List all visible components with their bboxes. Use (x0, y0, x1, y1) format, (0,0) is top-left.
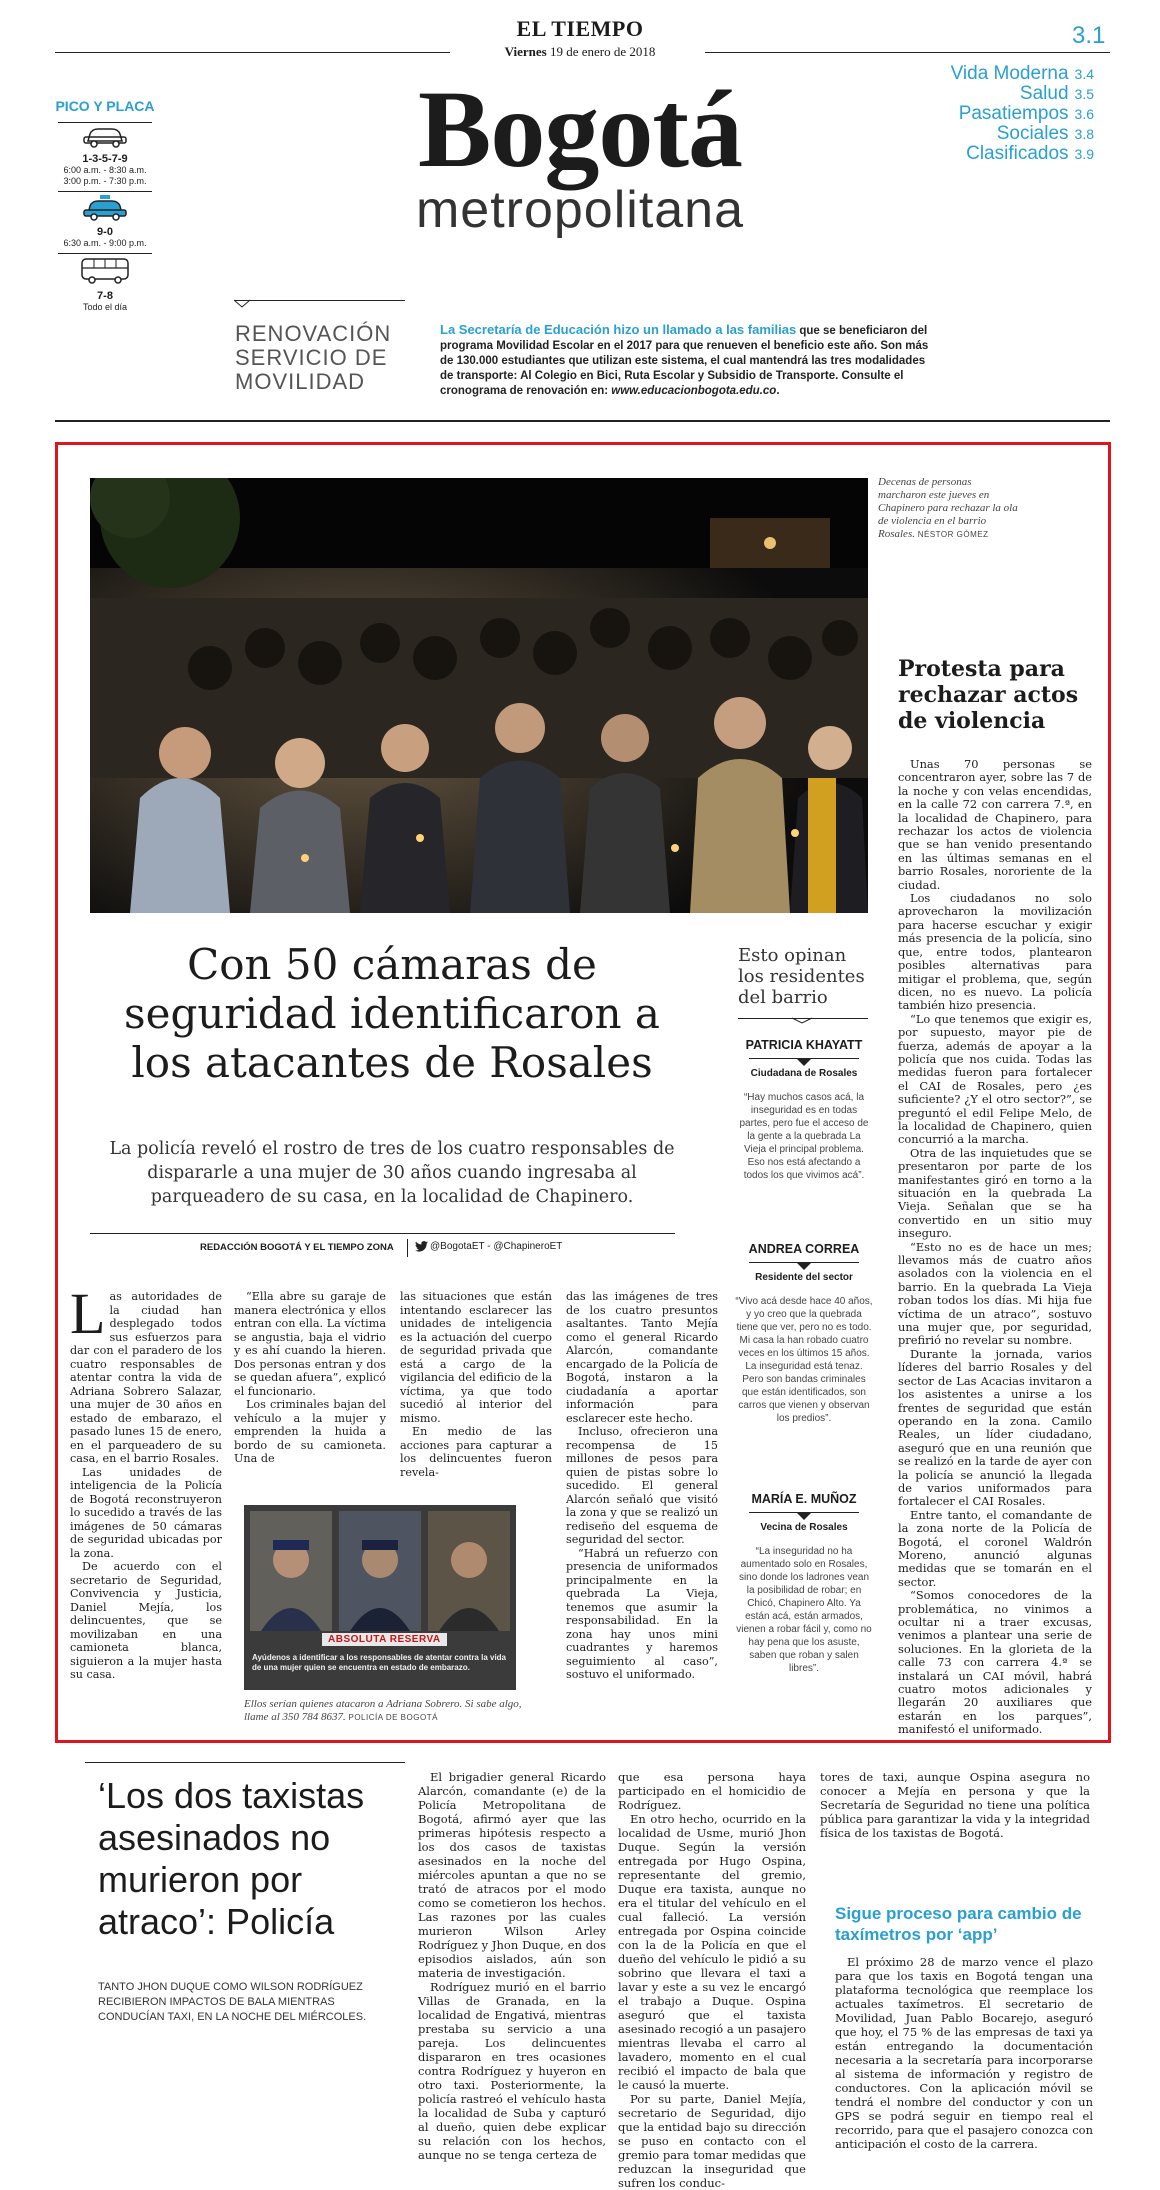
newspaper-brand: EL TIEMPO (516, 16, 644, 41)
lower-body-col-2: que esa persona haya participado en el homicidio de Rodríguez. En otro hecho, ocurrido en la localidad de Usme, murió Jhon Duque. Según la versión entregada por Hugo Ospina, representante del gremio, Duque era taxista, aunque no era el titular del vehículo en el cual falleció. La versión entregada por Ospina coincide con la de la Policía en que el dueño del vehículo le pidió a su sobrino que llevara el taxi a lavar y este a su vez le encargó el trabajo a Duque. Ospina aseguró que el taxista asesinado recogió a un pasajero mientras llevaba el carro al lavadero, momento en el cual recibió el impacto de bala que le causó la muerte. Por su parte, Daniel Mejía, secretario de Seguridad, dijo que la entidad bajo su dirección se puso en contacto con el gremio para tomar medidas que reduzcan la inseguridad que sufren los conduc- (618, 1770, 806, 2190)
photo-credit: NÉSTOR GÓMEZ (917, 530, 989, 539)
stamp-label: ABSOLUTA RESERVA (322, 1633, 447, 1646)
masthead-rule-right (705, 52, 1110, 53)
promo-title: RENOVACIÓN SERVICIO DE MOVILIDAD (235, 321, 392, 394)
promo-highlight: La Secretaría de Educación hizo un llamado a las familias (440, 322, 797, 337)
twitter-icon (415, 1241, 428, 1252)
section-title: Bogotá (418, 68, 742, 190)
opinion-card (735, 1038, 873, 1182)
main-headline: Con 50 cámaras de seguridad identificaron a los atacantes de Rosales (124, 940, 660, 1087)
lower-body-col-1: El brigadier general Ricardo Alarcón, comandante (e) de la Policía Metropolitana de Bogotá, afirmó ayer que las primeras hipótesis respecto a los dos casos de taxistas asesinados en la noche del miércoles apuntan a que no se trató de atracos por el modo como se cometieron los hechos. Las razones por las cuales murieron Wilson Arley Rodríguez y Jhon Duque, en dos episodios aislados, aún son materia de investigación. Rodríguez murió en el barrio Villas de Granada, en la localidad de Engativá, mientras prestaba su servicio a una pareja. Los delincuentes dispararon en tres ocasiones contra Rodríguez y huyeron en otro taxi. Posteriormente, la policía rastreó el vehículo hasta la localidad de Suba y capturó al dueño, quien debe explicar su relación con los hechos, aunque no se tenga certeza de (418, 1770, 606, 2162)
opinion-card (735, 1242, 873, 1425)
inset-notice: Ayúdenos a identificar a los responsables de atentar contra la vida de una mujer quien se encuentra en estado de embarazo. (252, 1653, 507, 1672)
header-bottom-rule (55, 420, 1110, 422)
index-item[interactable]: Pasatiempos 3.6 (958, 103, 1094, 124)
byline-author: REDACCIÓN BOGOTÁ Y EL TIEMPO ZONA (200, 1242, 394, 1253)
opinion-name: PATRICIA KHAYATT (745, 1038, 863, 1052)
opinion-name: MARÍA E. MUÑOZ (751, 1492, 857, 1506)
inset-credit: POLICÍA DE BOGOTÁ (348, 1713, 438, 1722)
taximeter-body: El próximo 28 de marzo vence el plazo para que los taxis en Bogotá tengan una plataforma tecnológica que reemplace los actuales taxímetros. El secretario de Movilidad, Juan Pablo Bocarejo, aseguró que hoy, el 75 % de las empresas de taxi ya están entregando la documentación necesaria a la secretaría para incorporarse al sistema de información y registro de conductores. Con la aplicación móvil se tendrá el nombre del conductor y con un GPS se podrá seguir en tiempo real el recorrido, para que el pasajero conozca con anticipación el costo de la carrera. (835, 1955, 1093, 2151)
bus-icon (50, 254, 160, 286)
date-rest: 19 de enero de 2018 (549, 44, 656, 59)
promo-link[interactable]: www.educacionbogota.edu.co (611, 385, 777, 397)
car-icon (50, 123, 160, 149)
pyp-plates: 9-0 (97, 226, 113, 238)
pico-y-placa-title: PICO Y PLACA (55, 98, 155, 114)
masthead-rule-left (55, 52, 450, 53)
promo-text: La Secretaría de Educación hizo un llamado a las familias que se beneficiaron del programa Movilidad Escolar en el 2017 para que renueven el beneficio este año. Son más de 130.000 estudiantes que utilizan este sistema, el cual mantendrá las tres modalidades de transporte: Al Colegio en Bici, Ruta Escolar y Subsidio de Transporte. Consulte el cronograma de renovación en: www.educacionbogota.edu.co. (440, 322, 929, 397)
opinion-role: Ciudadana de Rosales (750, 1068, 858, 1079)
main-body-col-2: “Ella abre su garaje de manera electrónica y ellos entran con ella. La víctima se angustia, baja el vidrio y es ahí cuando la hieren. Dos personas entran y dos se quedan afuera”, explicó el funcionario. Los criminales bajan del vehículo a la mujer y emprenden la huida a bordo de su camioneta. Una de (234, 1290, 386, 1465)
pyp-hours: Todo el día (82, 302, 128, 312)
suspects-inset (244, 1505, 516, 1690)
promo-chevron (232, 299, 262, 309)
main-body-col-1: Las autoridades de la ciudad han desplegado todos sus esfuerzos para dar con el paradero de los cuatro responsables de atentar contra la vida de Adriana Sobrero Salazar, una mujer de 30 años en estado de embarazo, el pasado lunes 15 de enero, en el parqueadero de su casa, en el barrio Rosales. Las unidades de inteligencia de la Policía de Bogotá reconstruyeron lo sucedido a través de las imágenes de 50 cámaras de seguridad ubicadas por la zona. De acuerdo con el secretario de Seguridad, Convivencia y Justicia, Daniel Mejía, los delincuentes, que se movilizaban en una camioneta blanca, siguieron a la mujer hasta su casa. (70, 1281, 222, 1681)
index-item[interactable]: Clasificados 3.9 (966, 143, 1094, 164)
pyp-hours: 6:30 a.m. - 9:00 p.m. (63, 238, 147, 248)
protest-title: Protesta para rechazar actos de violencia (898, 656, 1079, 734)
opinion-quote: “Hay muchos casos acá, la inseguridad es en todas partes, pero fue el acceso de la gente a la quebrada La Vieja el principal problema. Eso nos está afectando a todos los que vivimos acá”. (739, 1092, 869, 1181)
section-subtitle: metropolitana (415, 181, 745, 239)
taximeter-title: Sigue proceso para cambio de taxímetros por ‘app’ (835, 1904, 1082, 1944)
opinion-role: Vecina de Rosales (760, 1522, 848, 1533)
opinion-role: Residente del sector (755, 1272, 853, 1283)
index-item[interactable]: Sociales 3.8 (996, 123, 1094, 144)
opinion-name: ANDREA CORREA (748, 1242, 860, 1256)
taxi-icon (50, 192, 160, 222)
pico-y-placa-box (50, 98, 160, 313)
byline-social[interactable]: @BogotaET - @ChapineroET (430, 1241, 563, 1252)
opinion-quote: “Vivo acá desde hace 40 años, y yo creo que la quebrada tiene que ver, pero no es todo. Mi casa la han robado cuatro veces en los últimos 15 años. La inseguridad está tenaz. Pero son bandas criminales que están identificados, son carros que vienen y observan los predios”. (735, 1296, 873, 1424)
protest-body: Unas 70 personas se concentraron ayer, sobre las 7 de la noche y con velas encendidas, en la calle 72 con carrera 7.ª, en la localidad de Chapinero, para rechazar los actos de violencia que se han venido presentando en las últimas semanas en el barrio Rosales, nororiente de la ciudad. Los ciudadanos no solo aprovecharon la movilización para hacerse escuchar y exigir más presencia de la policía, sino que, entre todos, plantearon posibles alternativas para mitigar el problema, que, según dicen, no es nuevo. La policía también hizo presencia. “Lo que tenemos que exigir es, por supuesto, mayor pie de fuerza, además de apoyar a la policía que nos cuida. Todas las medidas fueron para fortalecer el CAI de Rosales, pero ¿es suficiente? ¿Y el otro sector?”, se preguntó el edil Felipe Melo, de la localidad de Chapinero, quien concurrió a la marcha. Otra de las inquietudes que se presentaron por parte de los manifestantes giró en torno a la situación en la quebrada La Vieja. Señalan que se ha convertido en un sitio muy inseguro. “Esto no es de hace un mes; llevamos más de cuatro años asolados con la violencia en el barrio. En la quebrada La Vieja roban todos los días. Mi hija fue víctima de un atraco”, sostuvo una mujer que, por seguridad, prefirió no revelar su nombre. Durante la jornada, varios líderes del barrio Rosales y del sector de Las Acacias invitaron a los asistentes a unirse a los frentes de seguridad que están operando en la zona. Camilo Reales, un líder ciudadano, aseguró que en una reunión que se realizó en la tarde de ayer con la policía se anunció la llegada de varios uniformados para fortalecer el CAI Rosales. Entre tanto, el comandante de la zona norte de la Policía de Bogotá, el coronel Waldrón Moreno, anunció algunas medidas que se tomarán en el sector. “Somos conocedores de la problemática, no vinimos a ocultar ni a traer excusas, venimos a plantear una serie de soluciones. En la glorieta de la calle 73 con carrera 4.ª se instalará un CAI móvil, habrá cuatro motos adicionales y llegarán 20 auxiliares que estarán en los parques”, manifestó el uniformado. (898, 757, 1092, 1737)
index-item[interactable]: Vida Moderna 3.4 (950, 63, 1094, 84)
main-body-col-3: las situaciones que están intentando esclarecer las unidades de inteligencia es la actuación del cuerpo de seguridad privada que está a cargo de la vigilancia del edificio de la víctima, ya que todo sucedió al interior del mismo. En medio de las acciones para capturar a los delincuentes fueron revela- (400, 1290, 552, 1479)
main-deck: La policía reveló el rostro de tres de los cuatro responsables de dispararle a una mujer de 30 años cuando ingresaba al parqueadero de su casa, en la localidad de Chapinero. (109, 1139, 675, 1207)
lower-body-col-3: tores de taxi, aunque Ospina asegura no conocer a Mejía en persona y que la Secretaría de Seguridad no tiene una política pública para garantizar la vida y la integridad física de los taxistas de Bogotá. (820, 1770, 1090, 1840)
pyp-hours: 3:00 p.m. - 7:30 p.m. (63, 176, 147, 186)
photo-caption: Decenas de personas marcharon este jueves en Chapinero para rechazar la ola de violencia en el barrio Rosales. NÉSTOR GÓMEZ (878, 476, 1018, 540)
byline-rule (90, 1233, 675, 1234)
pyp-plates: 1-3-5-7-9 (82, 153, 128, 165)
lower-deck: TANTO JHON DUQUE COMO WILSON RODRÍGUEZ RECIBIERON IMPACTOS DE BALA MIENTRAS CONDUCÍAN TAXI, EN LA NOCHE DEL MIÉRCOLES. (98, 1981, 367, 2023)
inset-caption: Ellos serían quienes atacaron a Adriana Sobrero. Si sabe algo, llame al 350 784 8637. POLICÍA DE BOGOTÁ (244, 1698, 522, 1723)
section-index (880, 64, 1094, 164)
opinions-chevron (790, 1017, 814, 1025)
dateline (455, 44, 705, 60)
pyp-plates: 7-8 (97, 290, 113, 302)
dropcap: L (70, 1281, 106, 1346)
lower-rule (85, 1762, 405, 1763)
opinions-title: Esto opinan los residentes del barrio (738, 945, 865, 1008)
opinion-card (735, 1492, 873, 1675)
index-item[interactable]: Salud 3.5 (1019, 83, 1094, 104)
main-body-col-4: das las imágenes de tres de los cuatro presuntos asaltantes. Tanto Mejía como el general Ricardo Alarcón, comandante encargado de la Policía de Bogotá, instaron a la ciudadanía a aportar información para esclarecer este hecho. Incluso, ofrecieron una recompensa de 15 millones de pesos para quien de pistas sobre lo sucedido. El general Alarcón señaló que visitó la zona y que se realizó un rediseño del esquema de seguridad del sector. “Habrá un refuerzo con presencia de uniformados principalmente en la quebrada La Vieja, tenemos que asumir la responsabilidad. En la zona hay unos mini cuadrantes y haremos seguimiento al caso”, sostuvo el uniformado. (566, 1290, 718, 1681)
lower-headline: ‘Los dos taxistas asesinados no murieron por atraco’: Policía (98, 1775, 365, 1942)
date-day: Viernes (504, 44, 547, 59)
opinion-quote: “La inseguridad no ha aumentado solo en Rosales, sino donde los ladrones vean la posibilidad de robar; en Chicó, Chapinero Alto. Ya están acá, están armados, vienen a robar fácil y, como no hay pena que los asuste, saben que roban y salen libres”. (736, 1546, 872, 1674)
pyp-hours: 6:00 a.m. - 8:30 a.m. (63, 165, 147, 175)
protest-photo (90, 478, 868, 913)
page-number: 3.1 (1072, 22, 1106, 49)
